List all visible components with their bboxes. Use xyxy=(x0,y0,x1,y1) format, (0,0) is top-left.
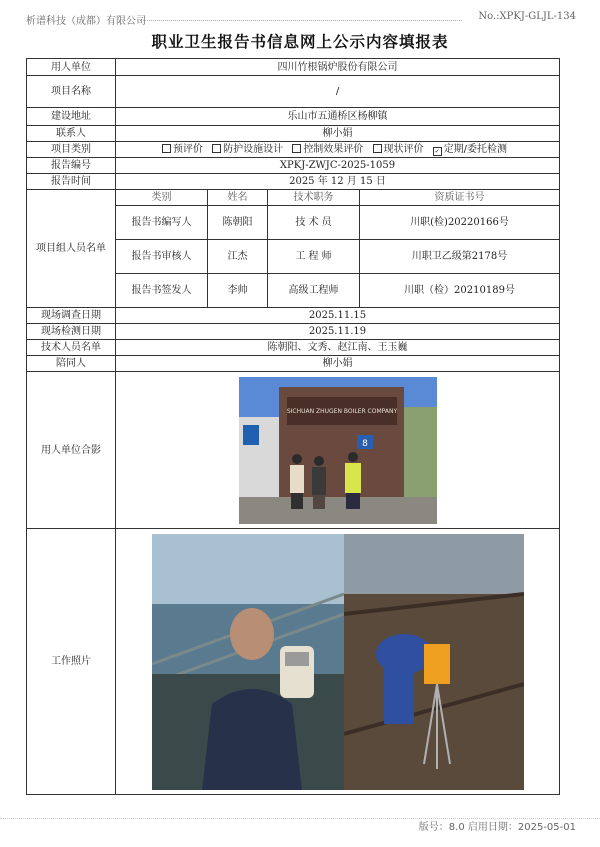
tech-staff-value: 陈朝阳、文秀、赵江南、王玉巍 xyxy=(116,340,560,356)
team-cert: 川职卫乙级第2178号 xyxy=(360,240,560,274)
work-photo-cell xyxy=(116,529,560,795)
employer-value: 四川竹根锅炉股份有限公司 xyxy=(116,59,560,76)
category-option[interactable]: 现状评价 xyxy=(373,144,424,155)
header-divider xyxy=(140,12,462,21)
report-date-value: 2025 年 12 月 15 日 xyxy=(116,174,560,190)
team-header-cert: 资质证书号 xyxy=(360,190,560,206)
team-cert: 川职（检）20210189号 xyxy=(360,274,560,308)
work-photo-label: 工作照片 xyxy=(27,529,116,795)
number-plate: 8 xyxy=(361,438,368,449)
work-photo-left xyxy=(152,534,344,790)
report-no-value: XPKJ-ZWJC-2025-1059 xyxy=(116,158,560,174)
category-option[interactable]: ✓ 定期/委托检测 xyxy=(434,143,508,155)
checkbox-empty-icon[interactable] xyxy=(292,144,301,153)
team-role: 报告书编写人 xyxy=(116,206,208,240)
checkbox-checked-icon[interactable]: ✓ xyxy=(434,147,440,155)
employer-label: 用人单位 xyxy=(27,59,116,76)
footer-version: 版号：8.0 启用日期：2025-05-01 xyxy=(418,822,576,833)
test-date-label: 现场检测日期 xyxy=(27,324,116,340)
survey-date-label: 现场调查日期 xyxy=(27,308,116,324)
team-title: 工 程 师 xyxy=(268,240,360,274)
checkbox-empty-icon[interactable] xyxy=(162,144,171,153)
project-label: 项目名称 xyxy=(27,76,116,108)
team-header-title: 技术职务 xyxy=(268,190,360,206)
team-cert: 川职(检)20220166号 xyxy=(360,206,560,240)
team-name: 陈朝阳 xyxy=(208,206,268,240)
form-table xyxy=(26,58,560,795)
category-label: 项目类别 xyxy=(27,142,116,158)
page-title: 职业卫生报告书信息网上公示内容填报表 xyxy=(151,33,449,51)
team-name: 李帅 xyxy=(208,274,268,308)
checkbox-empty-icon[interactable] xyxy=(373,144,382,153)
checkbox-empty-icon[interactable] xyxy=(212,144,221,153)
building-sign: SICHUAN ZHUGEN BOILER COMPANY xyxy=(286,407,397,415)
address-label: 建设地址 xyxy=(27,108,116,126)
contact-label: 联系人 xyxy=(27,126,116,142)
test-date-value: 2025.11.19 xyxy=(116,324,560,340)
team-role: 报告书审核人 xyxy=(116,240,208,274)
document-number: No.:XPKJ-GLJL-134 xyxy=(478,11,576,22)
report-date-label: 报告时间 xyxy=(27,174,116,190)
project-value: / xyxy=(116,76,560,108)
category-option[interactable]: 预评价 xyxy=(162,144,203,155)
team-title: 技 术 员 xyxy=(268,206,360,240)
team-role: 报告书签发人 xyxy=(116,274,208,308)
tech-staff-label: 技术人员名单 xyxy=(27,340,116,356)
contact-value: 柳小娟 xyxy=(116,126,560,142)
category-option[interactable]: 控制效果评价 xyxy=(292,144,363,155)
company-header: 析谱科技（成都）有限公司 xyxy=(26,16,146,27)
team-header-category: 类别 xyxy=(116,190,208,206)
team-header-name: 姓名 xyxy=(208,190,268,206)
team-title: 高级工程师 xyxy=(268,274,360,308)
report-no-label: 报告编号 xyxy=(27,158,116,174)
address-value: 乐山市五通桥区杨柳镇 xyxy=(116,108,560,126)
group-photo xyxy=(239,377,437,524)
escort-label: 陪同人 xyxy=(27,356,116,372)
team-label: 项目组人员名单 xyxy=(27,190,116,308)
team-name: 江杰 xyxy=(208,240,268,274)
category-option[interactable]: 防护设施设计 xyxy=(212,144,283,155)
group-photo-label: 用人单位合影 xyxy=(27,372,116,529)
category-options xyxy=(116,142,560,158)
work-photo-right xyxy=(344,534,524,790)
group-photo-cell xyxy=(116,372,560,529)
survey-date-value: 2025.11.15 xyxy=(116,308,560,324)
escort-value: 柳小娟 xyxy=(116,356,560,372)
